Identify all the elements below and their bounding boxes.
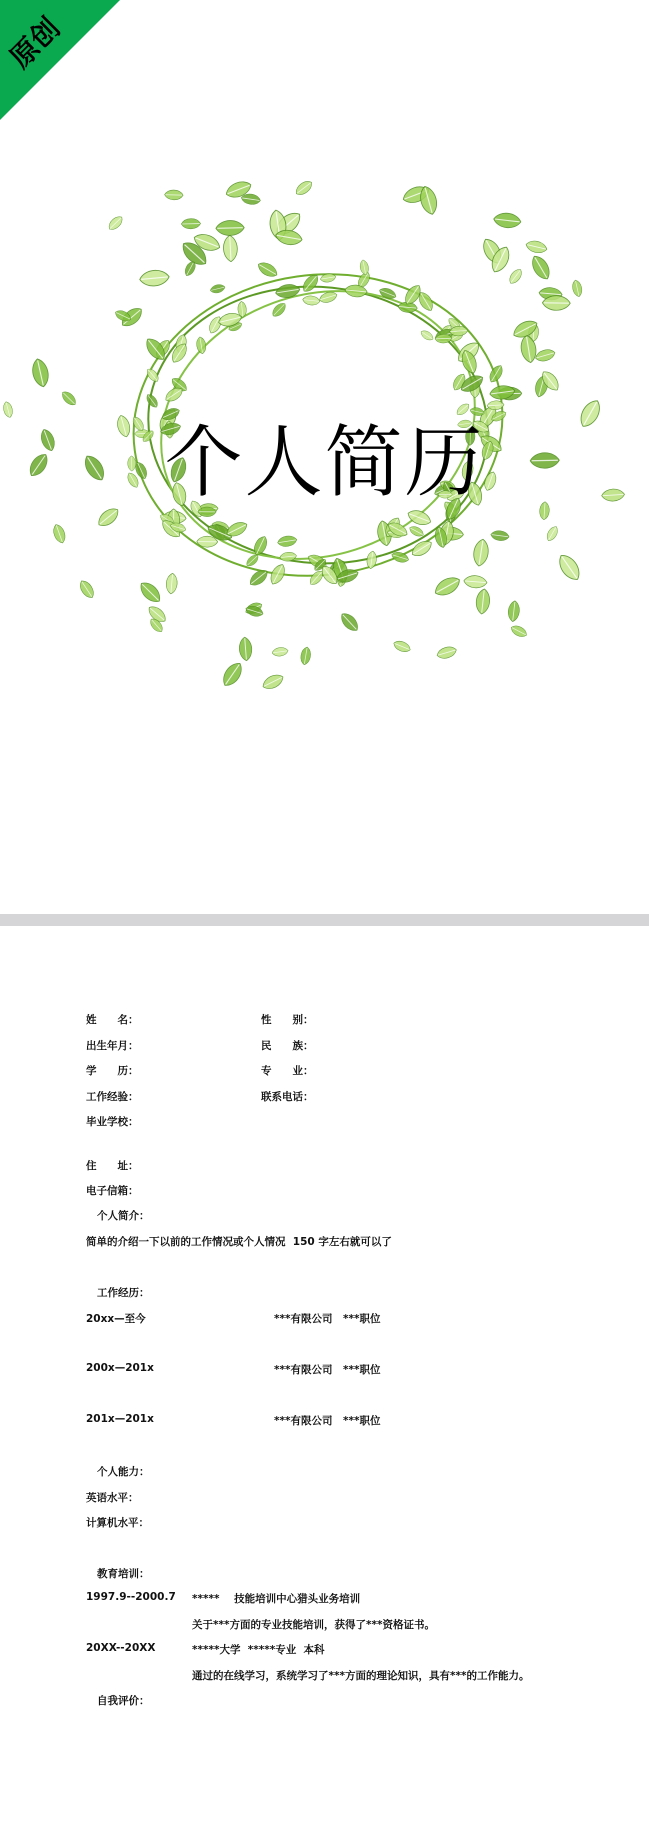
phone-label: 联系电话： — [261, 1091, 314, 1103]
work-position: ***职位 — [343, 1415, 381, 1427]
edu-period: 1997.9--2000.7 — [86, 1591, 176, 1603]
leaf — [487, 363, 505, 384]
work-company: ***有限公司 — [274, 1313, 333, 1325]
leaf — [216, 220, 245, 235]
leaf — [51, 523, 67, 545]
leaf — [366, 551, 378, 570]
leaf — [436, 645, 458, 661]
birth-label: 出生年月： — [86, 1040, 139, 1052]
edu-desc: 通过的在线学习，系统学习了***方面的理论知识，具有***的工作能力。 — [192, 1670, 530, 1682]
school-label: 毕业学校： — [86, 1116, 139, 1128]
badge-text: 原创 — [3, 11, 67, 75]
original-badge — [0, 0, 120, 120]
leaf — [490, 530, 509, 542]
leaf — [463, 575, 487, 589]
leaf — [164, 190, 183, 200]
cover-title: 个人简历 — [164, 418, 485, 508]
edu-desc: 关于***方面的专业技能培训，获得了***资格证书。 — [192, 1619, 435, 1631]
english-label: 英语水平： — [86, 1492, 139, 1504]
leaf — [507, 600, 520, 622]
work-period: 201x—201x — [86, 1413, 154, 1425]
work-exp-label: 工作经验： — [86, 1091, 139, 1103]
work-position: ***职位 — [343, 1364, 381, 1376]
leaf — [181, 218, 201, 229]
leaf — [223, 235, 238, 262]
leaf — [30, 357, 51, 388]
ethnicity-label: 民 族： — [261, 1040, 314, 1052]
self-eval-heading: 自我评价： — [97, 1695, 150, 1707]
work-company: ***有限公司 — [274, 1364, 333, 1376]
leaf — [272, 646, 289, 657]
leaf — [509, 623, 528, 639]
leaf — [475, 588, 491, 614]
leaf — [432, 573, 463, 599]
leaf — [277, 535, 298, 548]
edu-title: *****大学 *****专业 本科 — [192, 1644, 325, 1656]
edu-period: 20XX--20XX — [86, 1642, 156, 1654]
gender-label: 性 别： — [261, 1014, 314, 1026]
leaf — [209, 283, 226, 294]
leaf — [528, 253, 553, 282]
leaf — [293, 180, 314, 198]
profile-text: 简单的介绍一下以前的工作情况或个人情况 150 字左右就可以了 — [86, 1236, 392, 1248]
leaf — [302, 295, 320, 306]
leaf — [256, 259, 280, 279]
leaf — [238, 637, 252, 662]
leaf — [507, 267, 524, 286]
computer-label: 计算机水平： — [86, 1517, 149, 1529]
leaf — [525, 239, 548, 255]
edu-title: ***** 技能培训中心猎头业务培训 — [192, 1593, 361, 1605]
leaf — [195, 336, 207, 354]
education-label: 学 历： — [86, 1065, 139, 1077]
leaf — [419, 328, 435, 342]
leaf — [571, 279, 583, 297]
leaf — [392, 639, 412, 654]
work-heading: 工作经历： — [97, 1287, 150, 1299]
leaf — [338, 610, 361, 634]
leaf — [408, 524, 425, 538]
leaf — [106, 214, 125, 232]
work-position: ***职位 — [343, 1313, 381, 1325]
leaf — [137, 579, 164, 606]
leaf — [260, 672, 285, 692]
leaf — [534, 348, 556, 364]
cover-page — [0, 0, 649, 914]
leaf — [219, 659, 246, 689]
leaf — [555, 551, 584, 583]
work-period: 20xx—至今 — [86, 1313, 146, 1325]
work-company: ***有限公司 — [274, 1415, 333, 1427]
leaf — [77, 578, 97, 600]
abilities-heading: 个人能力： — [97, 1466, 150, 1478]
leaf — [300, 646, 312, 665]
profile-heading: 个人简介： — [97, 1210, 150, 1222]
leaf — [472, 538, 490, 567]
page-separator — [0, 914, 649, 926]
work-period: 200x—201x — [86, 1362, 154, 1374]
name-label: 姓 名： — [86, 1014, 139, 1026]
resume-page — [0, 926, 649, 1844]
major-label: 专 业： — [261, 1065, 314, 1077]
leaf — [165, 573, 178, 594]
email-label: 电子信箱： — [86, 1185, 139, 1197]
leaf — [493, 212, 522, 229]
address-label: 住 址： — [86, 1160, 139, 1172]
education-heading: 教育培训： — [97, 1568, 150, 1580]
leaf — [139, 269, 170, 287]
leaf — [545, 525, 560, 543]
